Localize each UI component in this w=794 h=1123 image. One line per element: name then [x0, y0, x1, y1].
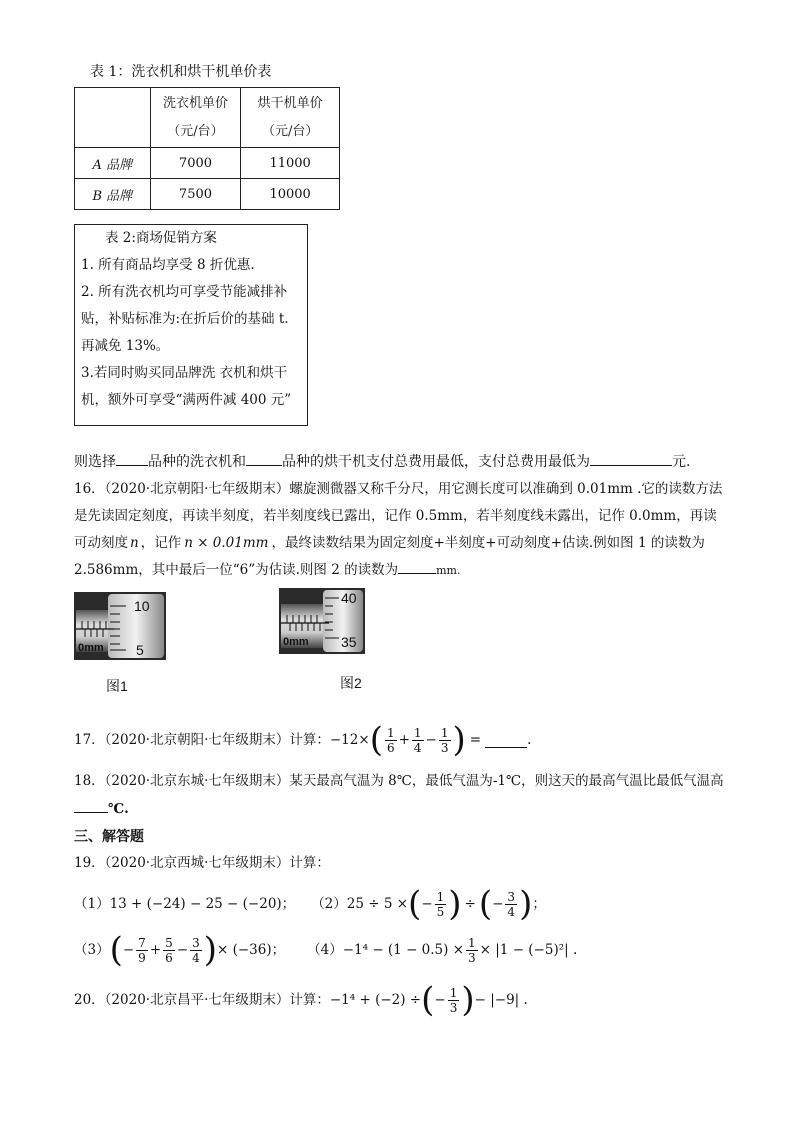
washer-unit-header: （元/台） [167, 123, 224, 139]
q19-text: × (−36)； [216, 942, 286, 958]
q19-intro: 19．（2020·北京西城·七年级期末）计算： [74, 855, 330, 871]
figure-1-caption: 图1 [106, 678, 128, 694]
table-row [75, 179, 340, 210]
dryer-price-cell: 11000 [241, 148, 340, 179]
q19-text: ； [532, 896, 546, 912]
q17-text: . [527, 732, 532, 748]
q15-text: 元. [672, 454, 691, 470]
q19-part-2: （2）25 ÷ 5 × [311, 896, 409, 912]
q19-row-2: （3） ( − $\frac{7}{9}$ + $\frac{5}{6}$ − $\frac{3}{4}$ ) × (−36)； （4）−1⁴ − (1 − 0.5) × $\frac{1}{3}$ × |1 − (−5)²| . [74, 930, 578, 970]
answer-blank[interactable] [398, 559, 436, 574]
fraction: $\frac{1}{6}$ [386, 725, 395, 755]
right-paren: ) [448, 884, 462, 924]
q15-text: 品种的洗衣机和 [148, 454, 246, 470]
q16-var: n [130, 535, 139, 551]
q19-part-3: （3） [74, 942, 110, 958]
right-paren: ) [452, 720, 466, 760]
q16-line [74, 559, 460, 581]
answer-blank[interactable] [590, 451, 672, 466]
dryer-unit-header: （元/台） [261, 123, 319, 139]
left-paren: ( [478, 884, 493, 924]
q15-text: 则选择 [74, 454, 116, 470]
q16-text: 可动刻度 [74, 535, 128, 551]
q17-line [74, 720, 531, 760]
brand-cell: A 品牌 [75, 148, 151, 179]
left-paren: ( [408, 884, 422, 924]
operator: + [398, 732, 410, 748]
fraction: $\frac{1}{4}$ [413, 725, 422, 755]
right-paren: ) [519, 884, 533, 924]
q16-text: 2.586mm，其中最后一位“6”为估读.则图 2 的读数为 [74, 562, 399, 578]
q20-line: 20．（2020·北京昌平·七年级期末）计算：−1⁴ + (−2) ÷ ( − $\frac{1}{3}$ ) − |−9| . [74, 980, 528, 1020]
q19-text: × |1 − (−5)²| . [479, 942, 578, 958]
dryer-price-header: 烘干机单价 [257, 95, 323, 111]
price-table [74, 87, 340, 210]
answer-blank[interactable] [485, 733, 527, 748]
section-heading: 三、解答题 [74, 829, 144, 845]
operator: ÷ [464, 896, 476, 912]
answer-blank[interactable] [74, 798, 108, 813]
table1-corner-cell [75, 88, 151, 148]
q16-line: 是先读固定刻度，再读半刻度，若半刻度线已露出，记作 0.5mm，若半刻度线未露出，记作 0.0mm，再读 [74, 508, 717, 524]
scale-label: 10 [134, 598, 150, 614]
q15-answer-line [74, 451, 690, 472]
q16-text: ，最终读数结果为固定刻度+半刻度+可动刻度+估读.例如图 1 的读数为 [271, 535, 705, 551]
left-paren: ( [369, 720, 383, 760]
scale-label: 35 [341, 634, 357, 650]
brand-cell: B 品牌 [75, 179, 151, 210]
promotion-title: 表 2:商场促销方案 [105, 230, 217, 246]
q17-text: 17．（2020·北京朝阳·七年级期末）计算： [74, 732, 330, 748]
fraction: $\frac{5}{6}$ [165, 935, 173, 965]
q19-part-1: （1）13 + (−24) − 25 − (−20)； [74, 896, 296, 912]
fraction: $\frac{1}{3}$ [468, 935, 476, 965]
promotion-line: 3.若同时购买同品牌洗 衣机和烘干 [81, 365, 288, 381]
fraction: $\frac{1}{3}$ [449, 985, 458, 1015]
table1-header-washer [150, 88, 241, 148]
fraction: $\frac{1}{5}$ [436, 889, 445, 919]
promotion-line: 机，额外可享受“满两件减 400 元” [81, 392, 292, 408]
right-paren: ) [203, 930, 217, 970]
q20-text: − |−9| . [474, 992, 528, 1008]
fraction: $\frac{3}{4}$ [192, 935, 200, 965]
q16-line: 16．（2020·北京朝阳·七年级期末）螺旋测微器又称千分尺，用它测长度可以准确到 0.01mm .它的读数方法 [74, 481, 723, 497]
left-paren: ( [109, 930, 123, 970]
q20-text: 20．（2020·北京昌平·七年级期末）计算：−1⁴ + (−2) ÷ [74, 992, 422, 1008]
left-paren: ( [421, 980, 435, 1020]
scale-label: 40 [341, 590, 357, 606]
q16-unit: mm. [436, 564, 461, 577]
q19-part-4: （4）−1⁴ − (1 − 0.5) × [307, 942, 465, 958]
q16-line [74, 533, 705, 553]
operator: − [425, 732, 437, 748]
fraction: $\frac{3}{4}$ [507, 889, 516, 919]
q18-line: 18．（2020·北京东城·七年级期末）某天最高气温为 8℃，最低气温为-1℃，则这天的最高气温比最低气温高 [74, 773, 724, 789]
promotion-line: 1. 所有商品均享受 8 折优惠. [81, 257, 255, 273]
q19-row-1: （1）13 + (−24) − 25 − (−20)； （2）25 ÷ 5 × ( − $\frac{1}{5}$ ) ÷ ( − $\frac{3}{4}$ ) ； [74, 884, 546, 924]
washer-price-cell: 7000 [150, 148, 241, 179]
promotion-line: 贴，补贴标准为:在折后价的基础 t. [81, 311, 289, 327]
washer-price-header: 洗衣机单价 [162, 95, 228, 111]
q17-math: −12× [329, 732, 370, 748]
fraction: $\frac{7}{9}$ [138, 935, 146, 965]
table1-caption: 表 1：洗衣机和烘干机单价表 [90, 64, 272, 80]
scale-label: 5 [136, 642, 144, 658]
q15-text: 品种的烘干机支付总费用最低，支付总费用最低为 [282, 454, 590, 470]
table-row [75, 148, 340, 179]
zero-label: 0mm [78, 642, 104, 654]
micrometer-figure-2 [279, 588, 365, 654]
q18-line [74, 798, 129, 819]
washer-price-cell: 7500 [150, 179, 241, 210]
promotion-line: 2. 所有洗衣机均可享受节能减排补 [81, 284, 288, 300]
right-paren: ) [461, 980, 475, 1020]
q18-unit: ℃. [108, 801, 129, 817]
table1-header-dryer [241, 88, 340, 148]
answer-blank[interactable] [116, 451, 148, 466]
promotion-box [74, 224, 308, 426]
micrometer-figure-1 [74, 592, 166, 660]
q16-formula: n × 0.01mm [184, 535, 269, 551]
fraction: $\frac{1}{3}$ [440, 725, 449, 755]
dryer-price-cell: 10000 [241, 179, 340, 210]
zero-label: 0mm [283, 636, 309, 648]
figure-2-caption: 图2 [340, 675, 362, 691]
operator: = [469, 732, 482, 748]
answer-blank[interactable] [246, 451, 282, 466]
promotion-line: 再减免 13%。 [81, 338, 170, 354]
q16-text: ，记作 [140, 535, 182, 551]
